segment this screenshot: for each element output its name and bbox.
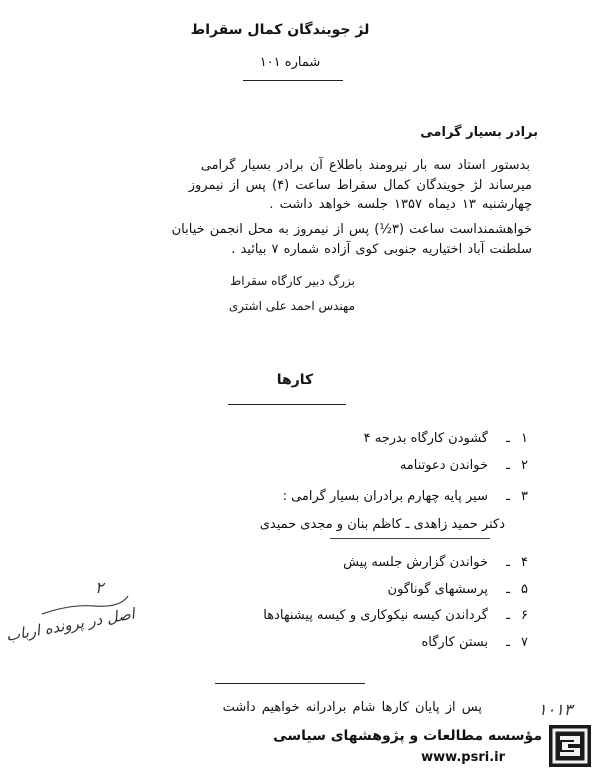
- agenda-item: [0, 635, 600, 655]
- institute-name: مؤسسه مطالعات و پژوهشهای سیاسی: [273, 728, 542, 744]
- agenda-item-dash: ـ: [506, 458, 510, 473]
- closing-sentence: پس از پایان کارها شام برادرانه خواهیم داشت: [222, 700, 482, 715]
- paragraph-1-line-3: چهارشنبه ۱۳ دیماه ۱۳۵۷ جلسه خواهد داشت .: [269, 197, 532, 212]
- watermark: [260, 718, 600, 774]
- agenda-item-number: ۷: [521, 635, 528, 650]
- paragraph-2-line-2: سلطنت آباد اختیاریه جنوبی کوی آزاده شماره ۷ بیائید .: [231, 242, 532, 257]
- signature-title: بزرگ دبیر کارگاه سقراط: [230, 274, 355, 288]
- handwritten-margin-stroke: [40, 590, 130, 620]
- agenda-item-text: بستن کارگاه: [421, 635, 488, 650]
- agenda-item: [0, 458, 600, 478]
- agenda-item-text: سیر پایه چهارم برادران بسیار گرامی :: [282, 489, 488, 504]
- agenda-item: [0, 555, 600, 575]
- document-number: شماره ۱۰۱: [259, 55, 321, 70]
- agenda-item-number: ۳: [521, 489, 528, 504]
- institute-logo-icon: [548, 724, 592, 768]
- handwritten-page-mark: ۱۰۱۳: [538, 700, 573, 719]
- agenda-item-number: ۴: [521, 555, 528, 570]
- agenda-item: [0, 431, 600, 451]
- handwritten-margin-note: اصل در پرونده ارباب: [4, 604, 137, 645]
- closing-rule: [215, 683, 365, 684]
- header-rule: [243, 80, 343, 81]
- agenda-item-number: ۱: [521, 431, 528, 446]
- salutation: برادر بسیار گرامی: [420, 125, 538, 140]
- agenda-item-dash: ـ: [506, 635, 510, 650]
- lodge-title: لژ جویندگان کمال سقراط: [190, 22, 370, 38]
- agenda-item-text: دکتر حمید زاهدی ـ کاظم بنان و مجدی حمیدی: [259, 517, 505, 532]
- agenda-item-dash: ـ: [506, 555, 510, 570]
- paragraph-1-line-2: میرساند لژ جویندگان کمال سقراط ساعت (۴) پس از نیمروز: [188, 178, 532, 193]
- agenda-item-number: ۵: [521, 582, 528, 597]
- agenda-item-dash: ـ: [506, 608, 510, 623]
- agenda-title: کارها: [276, 372, 314, 388]
- agenda-item-names: [0, 517, 600, 537]
- agenda-item: [0, 489, 600, 509]
- handwritten-top-mark: ۲: [95, 578, 104, 597]
- institute-url[interactable]: www.psri.ir: [421, 750, 505, 765]
- agenda-item-text: گرداندن کیسه نیکوکاری و کیسه پیشنهادها: [263, 608, 488, 623]
- agenda-item-text: گشودن کارگاه بدرجه ۴: [363, 431, 488, 446]
- signature-name: مهندس احمد علی اشتری: [228, 299, 355, 313]
- agenda-item-text: خواندن دعوتنامه: [399, 458, 488, 473]
- agenda-item-number: ۶: [521, 608, 528, 623]
- agenda-item-text: خواندن گزارش جلسه پیش: [343, 555, 488, 570]
- agenda-item-dash: ـ: [506, 582, 510, 597]
- agenda-title-rule: [228, 404, 346, 405]
- agenda-item-dash: ـ: [506, 431, 510, 446]
- paragraph-1-line-1: بدستور استاد سه بار نیرومند باطلاع آن برادر بسیار گرامی: [200, 158, 530, 173]
- agenda-item-dash: ـ: [506, 489, 510, 504]
- agenda-item-number: ۲: [521, 458, 528, 473]
- names-underline: [330, 538, 490, 539]
- paragraph-2-line-1: خواهشمنداست ساعت (۳½) پس از نیمروز به محل انجمن خیابان: [171, 222, 532, 237]
- agenda-item-text: پرسشهای گوناگون: [387, 582, 488, 597]
